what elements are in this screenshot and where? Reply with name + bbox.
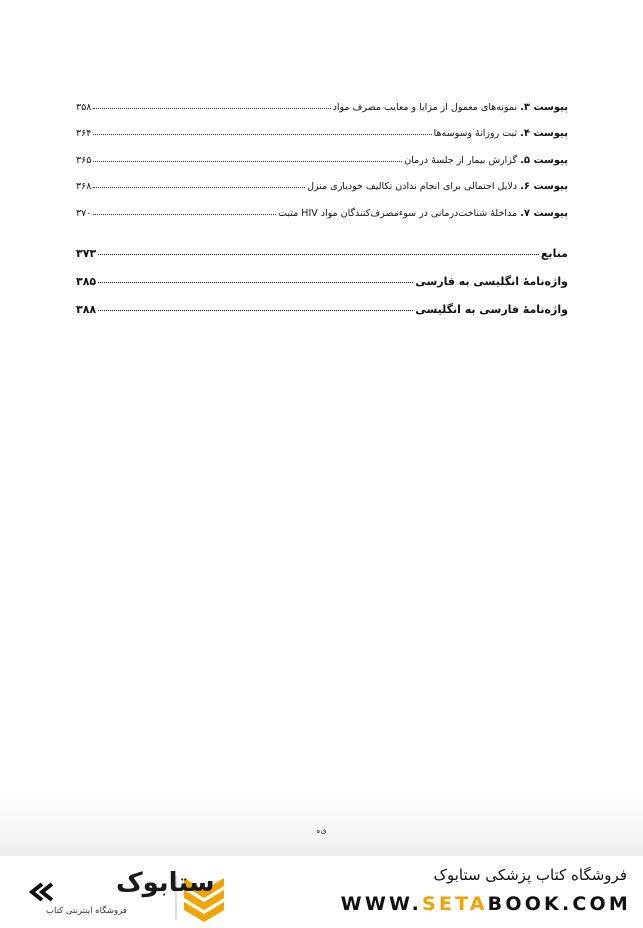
logo-subtitle: فروشگاه اینترنتی کتاب <box>46 906 127 916</box>
page-folio: ی‌ه <box>316 826 327 835</box>
store-url[interactable] <box>341 893 631 915</box>
toc-entry-glossary-en-fa <box>76 260 568 288</box>
toc-entry-title: پیوست ۴. ثبت روزانهٔ وسوسه‌ها <box>433 128 568 140</box>
toc-page-number: ۳۶۵ <box>76 154 92 166</box>
toc-page-number: ۳۸۸ <box>76 303 97 316</box>
leader-dots <box>93 187 305 188</box>
leader-dots <box>93 214 276 215</box>
toc-entry-appendix-5 <box>76 139 568 166</box>
toc-entry-appendix-6 <box>76 166 568 193</box>
toc-page-number: ۳۸۵ <box>76 275 97 288</box>
toc-entry-glossary-fa-en <box>76 288 568 316</box>
store-footer-banner <box>0 856 643 926</box>
toc-entry-references <box>76 232 568 260</box>
store-title: فروشگاه کتاب پزشکی ستابوک <box>433 866 627 884</box>
leader-dots <box>98 282 413 283</box>
leader-dots <box>98 310 413 311</box>
toc-entry-title: پیوست ۵. گزارش بیمار از جلسهٔ درمان <box>404 154 568 166</box>
leader-dots <box>93 134 431 135</box>
main-toc <box>76 232 568 316</box>
toc-entry-title: پیوست ۶. دلایل احتمالی برای انجام ندادن تکالیف خودیاری منزل <box>307 181 568 193</box>
setabook-logo <box>28 870 248 924</box>
toc-page-number: ۳۶۴ <box>76 128 92 140</box>
toc-entry-title: واژه‌نامهٔ انگلیسی به فارسی <box>415 275 568 288</box>
toc-entry-title: پیوست ۳. نمونه‌های معمول از مزایا و معایب مصرف مواد <box>332 101 568 113</box>
toc-entry-appendix-4 <box>76 113 568 140</box>
toc-entry-appendix-7 <box>76 192 568 219</box>
leader-dots <box>98 254 539 255</box>
leader-dots <box>93 161 402 162</box>
url-suffix: BOOK.COM <box>487 893 631 915</box>
toc-entry-title: پیوست ۷. مداخلهٔ شناخت‌درمانی در سوءمصرف‌کنندگان مواد HIV مثبت <box>278 207 568 219</box>
appendix-toc <box>76 86 568 219</box>
toc-page-number: ۳۷۳ <box>76 247 97 260</box>
url-prefix: WWW. <box>340 893 422 915</box>
logo-wordmark: ستابوک <box>116 868 215 898</box>
toc-entry-appendix-3 <box>76 86 568 113</box>
url-highlight: SETA <box>422 893 488 915</box>
toc-page-number: ۳۵۸ <box>76 101 92 113</box>
toc-page-number: ۳۷۰ <box>76 207 92 219</box>
leader-dots <box>93 108 330 109</box>
toc-entry-title: واژه‌نامهٔ فارسی به انگلیسی <box>415 303 568 316</box>
toc-entry-title: منابع <box>540 247 568 260</box>
toc-page-number: ۳۶۸ <box>76 181 92 193</box>
